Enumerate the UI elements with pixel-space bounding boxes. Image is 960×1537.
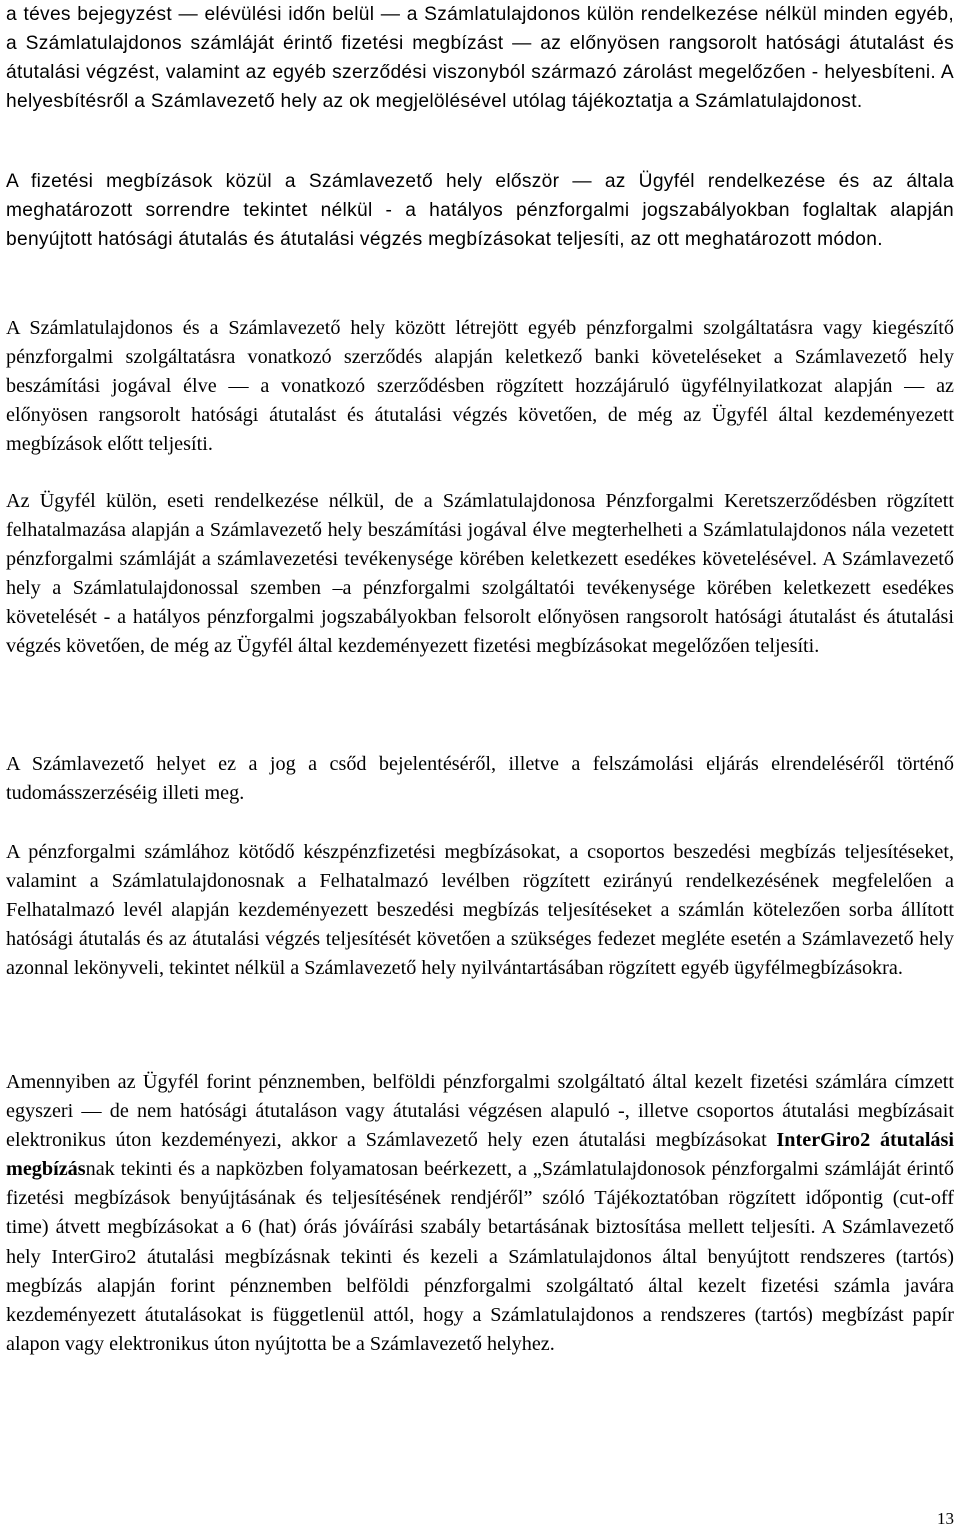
intergiro-text-end: nak tekinti és a napközben folyamatosan beérkezett, a „Számlatulajdonosok pénzforgalmi számláját érintő fizetési megbízások benyújtásának és teljesítésének rendjéről” szóló Tájékoztatóban rögzített időpontig (cut-off time) átvett megbízásokat a 6 (hat) órás jóváírási szabály betartásának biztosítása mellett teljesíti. A Számlavezető hely InterGiro2 átutalási megbízásnak tekinti és kezeli a Számlatulajdonos által benyújtott rendszeres (tartós) megbízás alapján forint pénznemben belföldi pénzforgalmi szolgáltató által kezelt fizetési számla javára kezdeményezett átutalásokat is függetlenül attól, hogy a Számlatulajdonos a rendszeres (tartós) megbízást papír alapon vagy elektronikus úton nyújtotta be a Számlavezető helyhez. [6, 1158, 954, 1355]
paragraph-priority-order: A fizetési megbízások közül a Számlavezető hely először — az Ügyfél rendelkezése és az általa meghatározott sorrendre tekintet nélkül - a hatályos pénzforgalmi jogszabályokban foglaltak alapján benyújtott hatósági átutalás és átutalási végzés megbízásokat teljesíti, az ott meghatározott módon. [6, 171, 954, 251]
paragraph-intergiro2 [6, 1068, 954, 1359]
intergiro-text-start: Amennyiben az Ügyfél forint pénznemben, belföldi pénzforgalmi szolgáltató által kezelt fizetési számlára címzett egyszeri — de nem hatósági átutaláson vagy átutalási végzésen alapuló -, illetve csoportos átutalási megbízásait elektronikus úton kezdeményezi, akkor a Számlavezető hely ezen átutalási megbízásokat [6, 1071, 954, 1152]
paragraph-bank-claims: A Számlatulajdonos és a Számlavezető hely között létrejött egyéb pénzforgalmi szolgáltatásra vagy kiegészítő pénzforgalmi szolgáltatásra vonatkozó szerződés alapján keletkező banki követeléseket a Számlavezető hely beszámítási jogával élve — a vonatkozó szerződésben rögzített hozzájáruló ügyfélnyilatkozat alapján — az előnyösen rangsorolt hatósági átutalást és átutalási végzés követően, de még az Ügyfél által kezdeményezett megbízások előtt teljesíti. [6, 317, 954, 456]
paragraph-bankruptcy: A Számlavezető helyet ez a jog a csőd bejelentéséről, illetve a felszámolási eljárás elrendeléséről történő tudomásszerzéséig illeti meg. [6, 753, 954, 805]
intergiro-bold-term: InterGiro2 átutalási megbízás [6, 1129, 954, 1181]
paragraph-set-off-right: Az Ügyfél külön, eseti rendelkezése nélkül, de a Számlatulajdonosa Pénzforgalmi Keretszerződésben rögzített felhatalmazása alapján a Számlavezető hely beszámítási jogával élve megterhelheti a Számlatulajdonos nála vezetett pénzforgalmi számláját a számlavezetési tevékenysége körében keletkezett esedékes követelésével. A Számlavezető hely a Számlatulajdonossal szemben –a pénzforgalmi szolgáltatói tevékenysége körében keletkezett esedékes követelését - a hatályos pénzforgalmi jogszabályokban felsorolt előnyösen rangsorolt hatósági átutalást és átutalási végzés követően, de még az Ügyfél által kezdeményezett fizetési megbízásokat megelőzően teljesíti. [6, 490, 954, 658]
paragraph-cash-payments: A pénzforgalmi számlához kötődő készpénzfizetési megbízásokat, a csoportos beszedési megbízás teljesítéseket, valamint a Számlatulajdonosnak a Felhatalmazó levélben rögzített ezirányú rendelkezésének megfelelően a Felhatalmazó levél alapján kezdeményezett beszedési megbízás teljesítéseket a számlán kötelezően sorba állított hatósági átutalás és az átutalási végzés teljesítését követően a szükséges fedezet megléte esetén a Számlavezető hely azonnal lekönyveli, tekintet nélkül a Számlavezető hely nyilvántartásában rögzített egyéb ügyfélmegbízásokra. [6, 841, 954, 980]
paragraph-correction: a téves bejegyzést — elévülési időn belül — a Számlatulajdonos külön rendelkezése nélkül minden egyéb, a Számlatulajdonos számláját érintő fizetési megbízást — az előnyösen rangsorolt hatósági átutalást és átutalási végzést, valamint az egyéb szerződési viszonyból származó zárolást megelőzően - helyesbíteni. A helyesbítésről a Számlavezető hely az ok megjelölésével utólag tájékoztatja a Számlatulajdonost. [6, 4, 954, 113]
page-number: 13 [937, 1509, 954, 1528]
